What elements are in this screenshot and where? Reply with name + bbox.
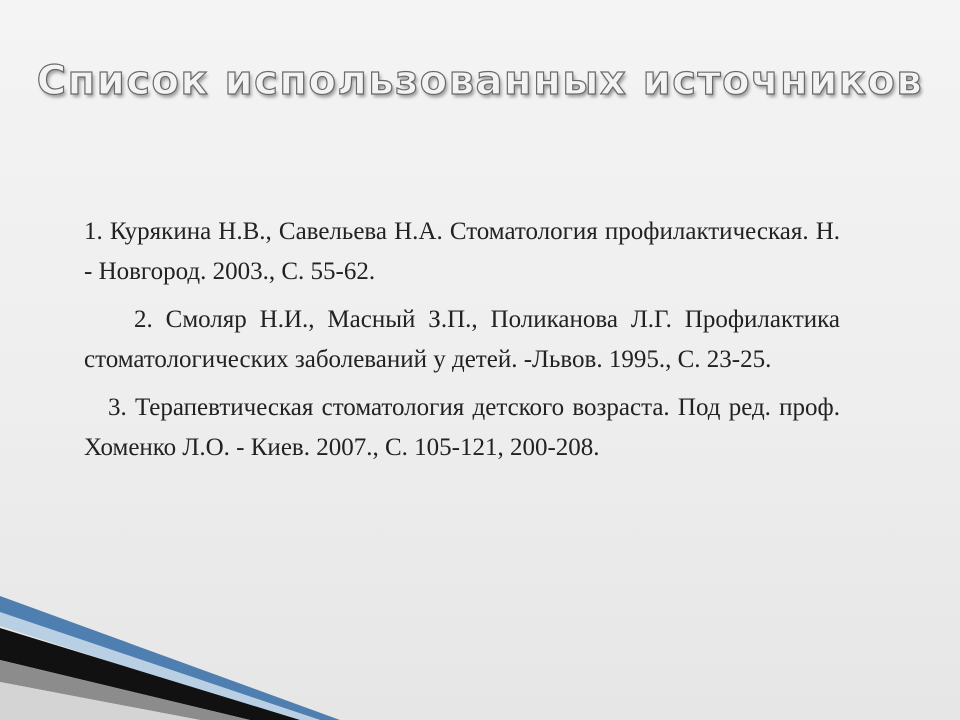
reference-item-1: 1. Курякина Н.В., Савельева Н.А. Стоматология профилактическая. Н. - Новгород. 2003., С. 55-62. [84,218,840,285]
decorative-corner-swoosh [0,590,340,720]
reference-item-2: 2. Смоляр Н.И., Масный З.П., Поликанова Л.Г. Профилактика стоматологических заболеваний у детей. -Львов. 1995., С. 23-25. [84,306,840,373]
corner-accent-light [0,612,320,720]
reference-list [84,212,840,476]
corner-accent-blue [0,596,340,720]
corner-accent-grey [0,660,250,720]
reference-item-3: 3. Терапевтическая стоматология детского возраста. Под ред. проф. Хоменко Л.О. - Киев. 2007., С. 105-121, 200-208. [84,394,840,461]
slide-title: Список использованных источников [36,58,924,104]
corner-accent-dark [0,628,300,720]
corner-accent-pale [0,682,200,720]
